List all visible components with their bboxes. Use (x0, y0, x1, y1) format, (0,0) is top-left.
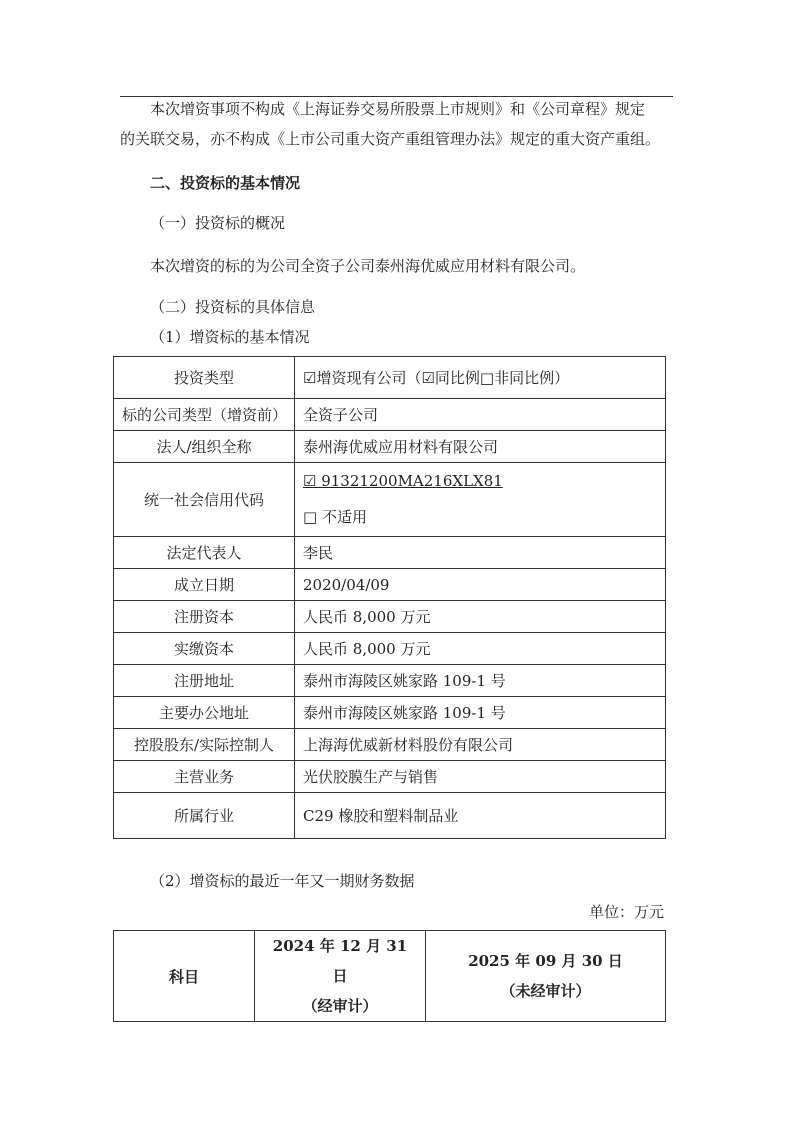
table-row (114, 357, 666, 399)
table-row (114, 601, 666, 633)
row-value: C29 橡胶和塑料制品业 (295, 793, 666, 839)
header-date-2024: 2024 年 12 月 31 日 (272, 937, 408, 985)
table-row (114, 697, 666, 729)
table-row (114, 793, 666, 839)
row-value: 光伏胶膜生产与销售 (295, 761, 666, 793)
row-value: 泰州海优威应用材料有限公司 (295, 431, 666, 463)
row-label: 统一社会信用代码 (114, 463, 295, 537)
not-applicable-option: □ 不适用 (303, 508, 367, 526)
row-label: 法定代表人 (114, 537, 295, 569)
header-rule (120, 96, 673, 97)
subsection-heading: （一）投资标的概况 (150, 214, 286, 232)
row-label: 实缴资本 (114, 633, 295, 665)
financial-table (113, 930, 666, 1022)
header-date-2025: 2025 年 09 月 30 日 (468, 952, 623, 970)
row-label: 控股股东/实际控制人 (114, 729, 295, 761)
row-value: 上海海优威新材料股份有限公司 (295, 729, 666, 761)
credit-code: ☑ 91321200MA216XLX81 (303, 472, 503, 490)
row-value: 泰州市海陵区姚家路 109-1 号 (295, 697, 666, 729)
row-value: 人民币 8,000 万元 (295, 633, 666, 665)
subsection-heading: （1）增资标的基本情况 (150, 328, 310, 346)
row-label: 成立日期 (114, 569, 295, 601)
table-row (114, 569, 666, 601)
row-value: 泰州市海陵区姚家路 109-1 号 (295, 665, 666, 697)
table-row (114, 537, 666, 569)
row-value: 全资子公司 (295, 399, 666, 431)
row-value: 人民币 8,000 万元 (295, 601, 666, 633)
table-row (114, 463, 666, 537)
row-label: 主要办公地址 (114, 697, 295, 729)
paragraph-line: 的关联交易，亦不构成《上市公司重大资产重组管理办法》规定的重大资产重组。 (120, 130, 661, 148)
table-header-row (114, 931, 666, 1022)
table-row (114, 399, 666, 431)
header-subject: 科目 (114, 931, 255, 1022)
row-value: 李民 (295, 537, 666, 569)
row-label: 法人/组织全称 (114, 431, 295, 463)
row-label: 标的公司类型（增资前） (114, 399, 295, 431)
paragraph-line: 本次增资事项不构成《上海证券交易所股票上市规则》和《公司章程》规定 (150, 100, 646, 118)
subsection-heading: （二）投资标的具体信息 (150, 298, 316, 316)
basic-info-table (113, 356, 666, 839)
row-label: 投资类型 (114, 357, 295, 399)
row-value: ☑增资现有公司（☑同比例□非同比例） (295, 357, 666, 399)
row-label: 注册地址 (114, 665, 295, 697)
table-row (114, 665, 666, 697)
header-audited: （经审计） (302, 997, 378, 1015)
row-label: 注册资本 (114, 601, 295, 633)
section-heading: 二、投资标的基本情况 (150, 174, 301, 192)
table-row (114, 633, 666, 665)
row-value: 2020/04/09 (295, 569, 666, 601)
table-row (114, 761, 666, 793)
table-row (114, 431, 666, 463)
subsection-heading: （2）增资标的最近一年又一期财务数据 (150, 872, 415, 890)
paragraph: 本次增资的标的为公司全资子公司泰州海优威应用材料有限公司。 (150, 257, 586, 275)
row-label: 主营业务 (114, 761, 295, 793)
unit-label: 单位：万元 (588, 903, 664, 921)
table-row (114, 729, 666, 761)
row-label: 所属行业 (114, 793, 295, 839)
header-unaudited: （未经审计） (500, 982, 591, 1000)
